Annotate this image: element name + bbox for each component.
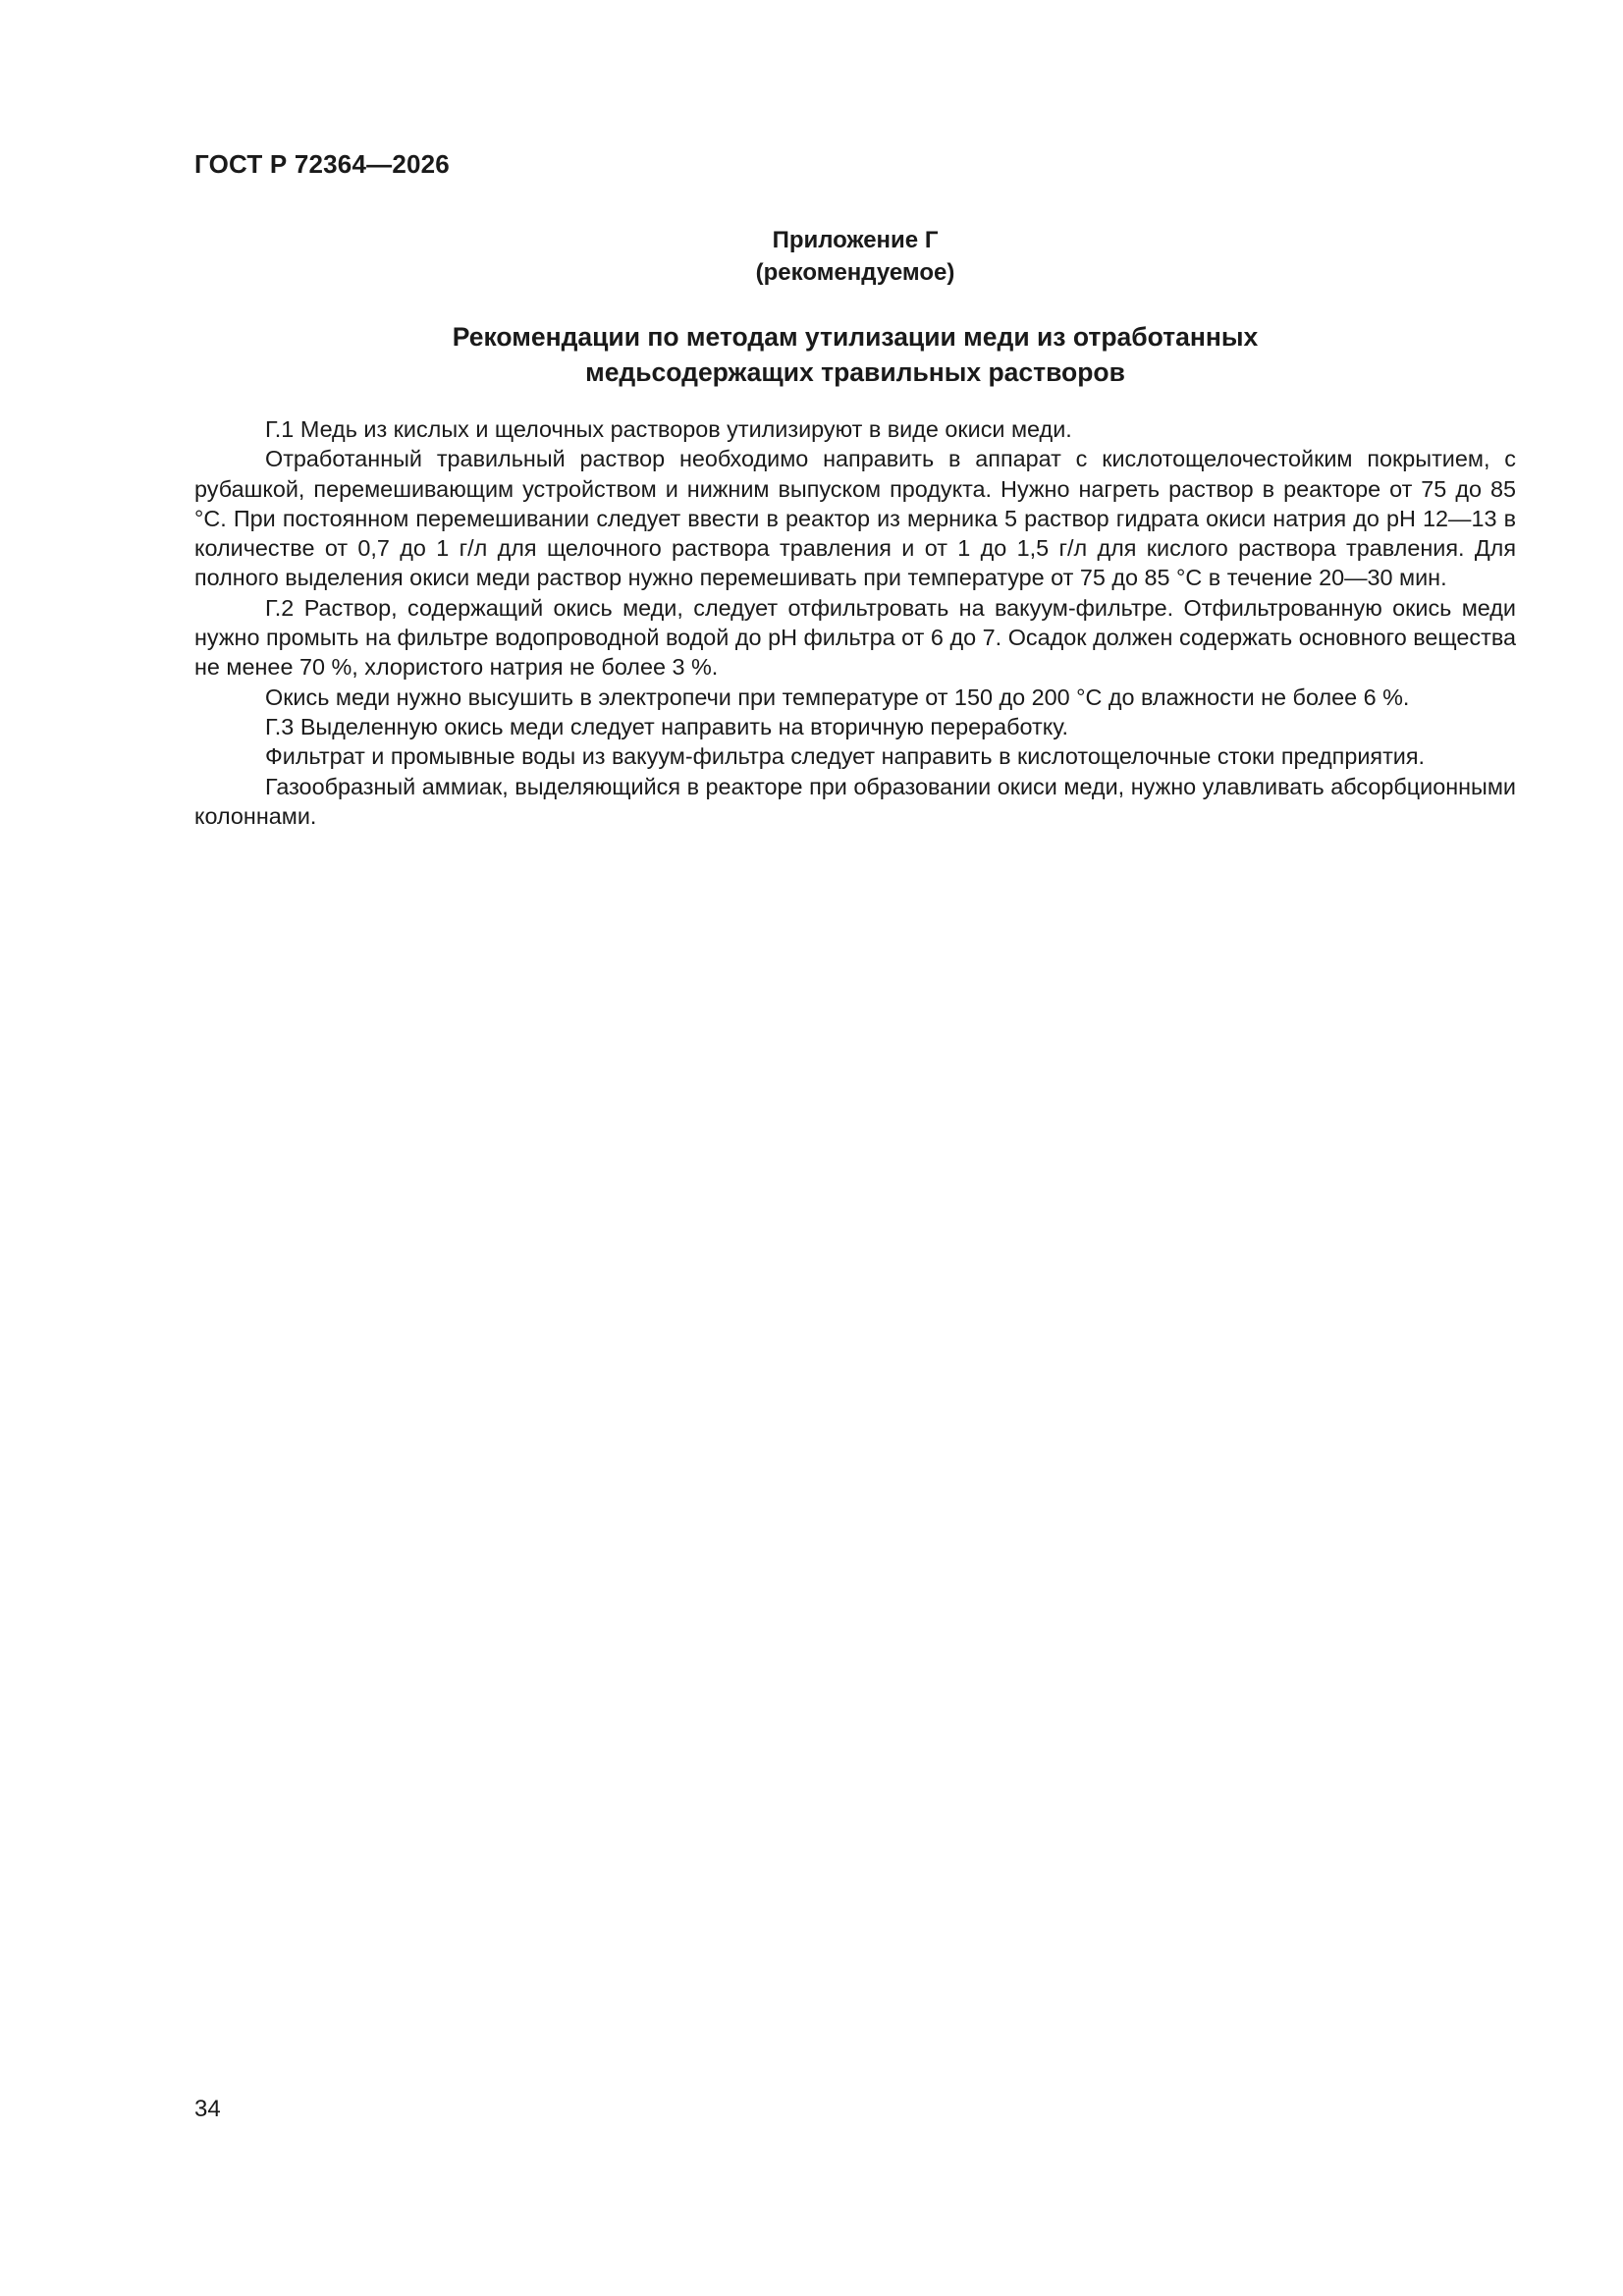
paragraph-ammonia: Газообразный аммиак, выделяющийся в реакторе при образовании окиси меди, нужно улавливать абсорбционными колоннами.	[194, 773, 1516, 829]
paragraph-drying: Окись меди нужно высушить в электропечи при температуре от 150 до 200 °С до влажности не более 6 %.	[265, 683, 1410, 710]
appendix-status: (рекомендуемое)	[755, 259, 955, 286]
appendix-label: Приложение Г	[772, 227, 939, 253]
appendix-body	[194, 414, 1516, 831]
appendix-heading	[194, 224, 1516, 289]
standard-id-header: ГОСТ Р 72364—2026	[194, 149, 450, 179]
paragraph-g1: Г.1 Медь из кислых и щелочных растворов утилизируют в виде окиси меди.	[265, 416, 1072, 442]
appendix-title-line-2: медьсодержащих травильных растворов	[585, 357, 1125, 387]
paragraph-g2: Г.2 Раствор, содержащий окись меди, следует отфильтровать на вакуум-фильтре. Отфильтрованную окись меди нужно промыть на фильтре водопроводной водой до pH фильтра от 6 до 7. Осадок должен содержать основного вещества не менее 70 %, хлористого натрия не более 3 %.	[194, 594, 1516, 681]
paragraph-g3: Г.3 Выделенную окись меди следует направить на вторичную переработку.	[265, 713, 1069, 739]
appendix-title	[194, 319, 1516, 390]
appendix-title-line-1: Рекомендации по методам утилизации меди из отработанных	[452, 322, 1259, 352]
paragraph-filtrate: Фильтрат и промывные воды из вакуум-фильтра следует направить в кислотощелочные стоки предприятия.	[265, 743, 1426, 770]
page-number: 34	[194, 2096, 221, 2122]
paragraph-spent-solution: Отработанный травильный раствор необходимо направить в аппарат с кислотощелочестойким покрытием, с рубашкой, перемешивающим устройством и нижним выпуском продукта. Нужно нагреть раствор в реакторе от 75 до 85 °С. При постоянном перемешивании следует ввести в реактор из мерника 5 раствор гидрата окиси натрия до pH 12—13 в количестве от 0,7 до 1 г/л для щелочного раствора травления и от 1 до 1,5 г/л для кислого раствора травления. Для полного выделения окиси меди раствор нужно перемешивать при температуре от 75 до 85 °С в течение 20—30 мин.	[194, 446, 1516, 591]
